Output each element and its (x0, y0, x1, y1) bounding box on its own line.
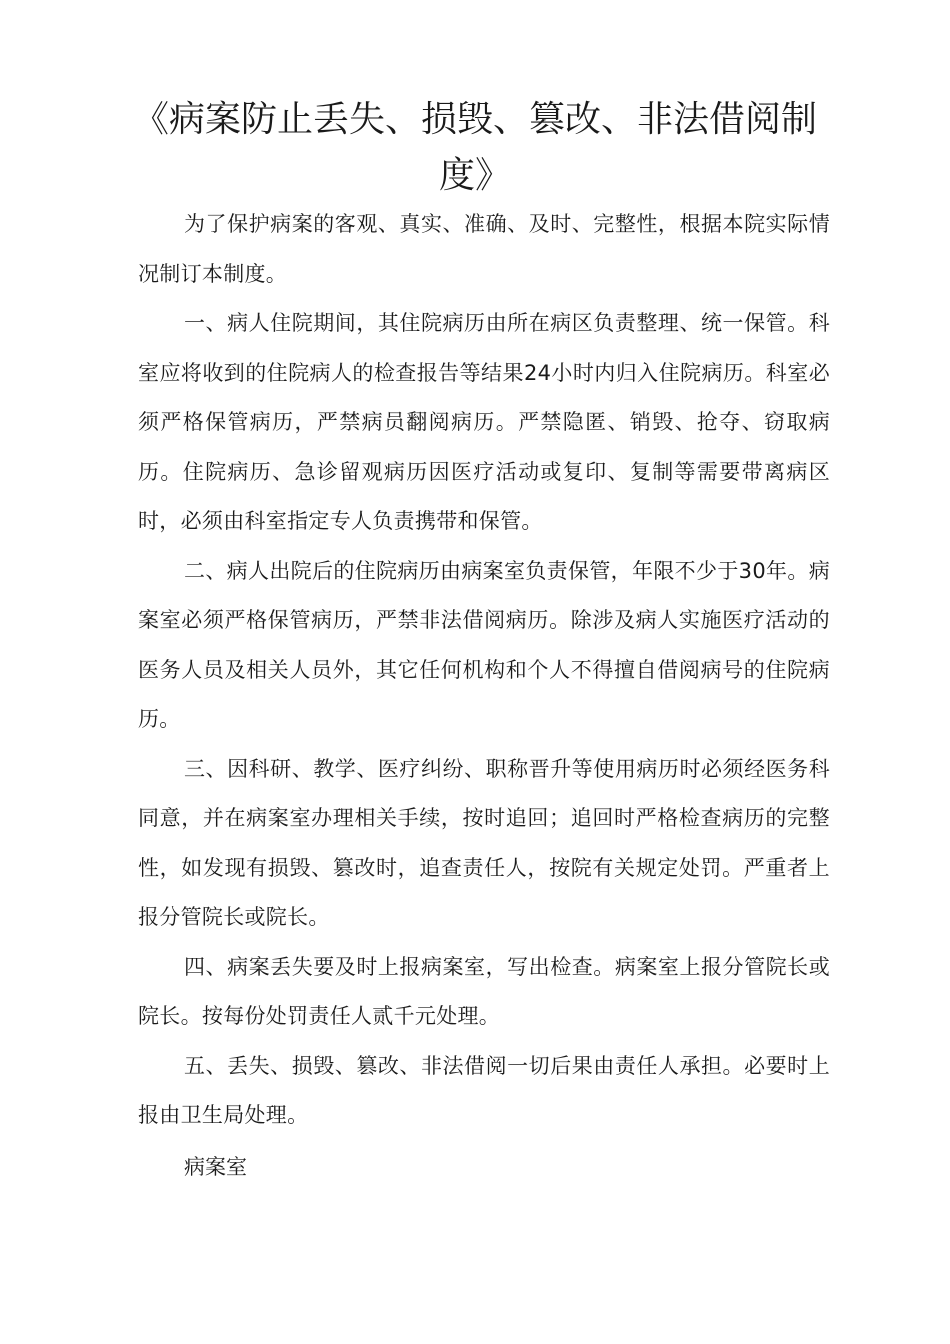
paragraph-intro: 为了保护病案的客观、真实、准确、及时、完整性，根据本院实际情况制订本制度。 (138, 212, 830, 286)
paragraph-clause-2: 二、病人出院后的住院病历由病案室负责保管，年限不少于30年。病案室必须严格保管病历，严禁非法借阅病历。除涉及病人实施医疗活动的医务人员及相关人员外，其它任何机构和个人不得擅自借阅病号的住院病历。 (138, 558, 830, 731)
paragraph-clause-1: 一、病人住院期间，其住院病历由所在病区负责整理、统一保管。科室应将收到的住院病人的检查报告等结果24小时内归入住院病历。科室必须严格保管病历，严禁病员翻阅病历。严禁隐匿、销毁、抢夺、窃取病历。住院病历、急诊留观病历因医疗活动或复印、复制等需要带离病区时，必须由科室指定专人负责携带和保管。 (138, 311, 830, 533)
signature: 病案室 (184, 1154, 247, 1179)
paragraph-clause-3: 三、因科研、教学、医疗纠纷、职称晋升等使用病历时必须经医务科同意，并在病案室办理相关手续，按时追回；追回时严格检查病历的完整性，如发现有损毁、篡改时，追查责任人，按院有关规定处罚。严重者上报分管院长或院长。 (138, 756, 830, 929)
paragraph-clause-4: 四、病案丢失要及时上报病案室，写出检查。病案室上报分管院长或院长。按每份处罚责任人贰千元处理。 (138, 954, 830, 1028)
document-body (138, 200, 830, 1192)
document-title: 《病案防止丢失、损毁、篡改、非法借阅制度》 (132, 99, 817, 196)
paragraph-clause-5: 五、丢失、损毁、篡改、非法借阅一切后果由责任人承担。必要时上报由卫生局处理。 (138, 1053, 830, 1127)
